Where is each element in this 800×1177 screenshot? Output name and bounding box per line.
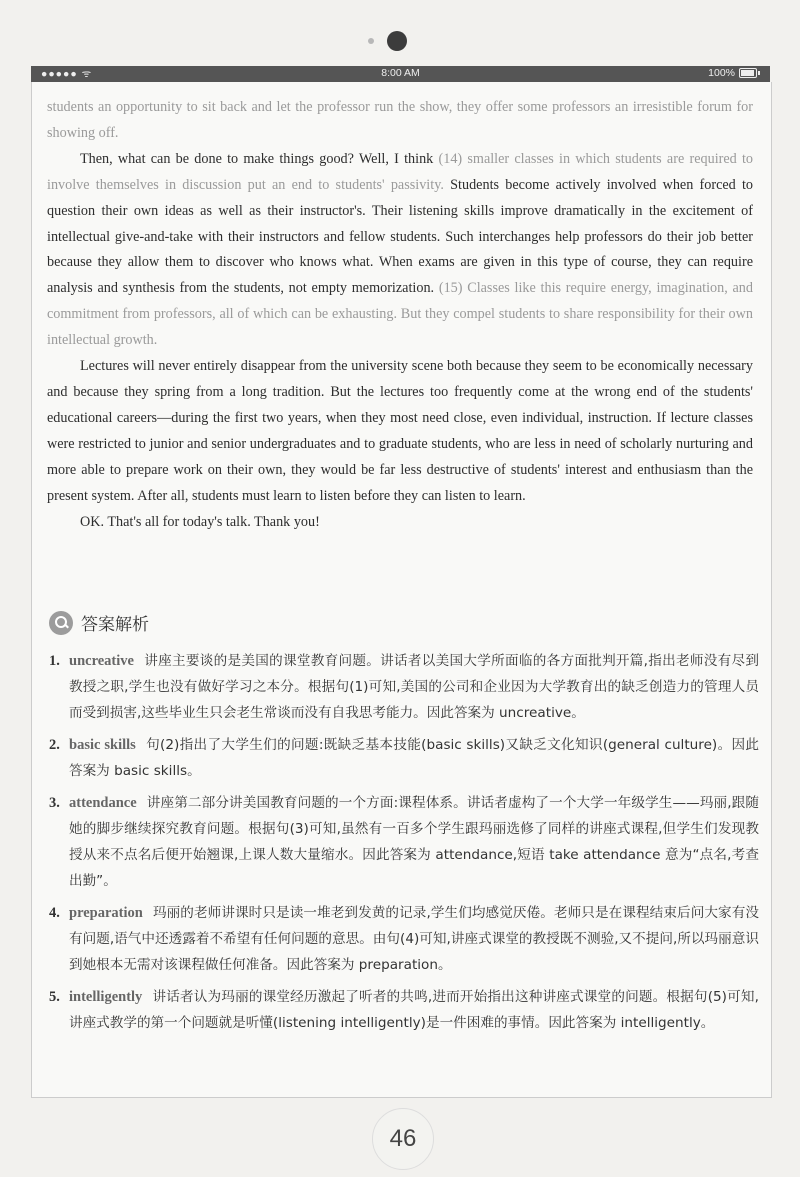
answer-list [49,648,759,1042]
battery-icon [739,68,757,78]
sentence-15: (15) Classes like this require energy, imagination, and commitment from professors, all of which can be exhausting. But they compel students to share responsibility for their own intellectual growth. [47,280,753,349]
passage [47,95,753,535]
camera-lens [387,31,407,51]
answer-explanation: 讲话者认为玛丽的课堂经历激起了听者的共鸣,进而开始指出这种讲座式课堂的问题。根据句(5)可知,讲座式教学的第一个问题就是听懂(listening intelligently)是一件困难的事情。因此答案为 intelligently。 [69,989,759,1031]
answer-keyword: preparation [69,905,143,921]
answer-keyword: basic skills [69,737,136,753]
battery-indicator [708,67,760,79]
magnifier-icon [49,611,73,635]
answer-item-3 [49,790,759,894]
sentence-14: (14) smaller classes in which students are required to involve themselves in discussion put an end to students' passivity. [47,150,754,193]
page-number: 46 [372,1108,434,1170]
reader-screen[interactable] [31,82,772,1098]
answer-section-heading [49,610,149,635]
section-title: 答案解析 [81,615,149,635]
answer-explanation: 句(2)指出了大学生们的问题:既缺乏基本技能(basic skills)又缺乏文化知识(general culture)。因此答案为 basic skills。 [69,737,759,779]
answer-number: 2. [49,737,60,753]
signal-indicator: ●●●●● ᯤ [41,68,93,80]
device-camera [0,30,800,50]
battery-percent: 100% [708,67,735,79]
passage-paragraph-3: Lectures will never entirely disappear from the university scene both because they seem to be economically necessary and because they spring from a long tradition. But the lectures too frequently come at the wrong end of the students' educational careers—during the first two years, when they most need close, even individual, instruction. If lecture classes were restricted to junior and senior undergraduates and to graduate students, who are less in need of scholarly nurturing and more able to prepare work on their own, they would be far less destructive of students' interest and enthusiasm than the present system. After all, students must learn to listen before they can listen to learn. [47,358,753,504]
answer-item-2 [49,732,759,784]
passage-closing: OK. That's all for today's talk. Thank you! [80,513,320,530]
answer-number: 3. [49,795,60,811]
status-time: 8:00 AM [381,67,420,79]
answer-number: 5. [49,989,60,1005]
passage-paragraph-2 [47,147,753,354]
answer-item-5 [49,984,759,1036]
answer-explanation: 讲座主要谈的是美国的课堂教育问题。讲话者以美国大学所面临的各方面批判开篇,指出老师没有尽到教授之职,学生也没有做好学习之本分。根据句(1)可知,美国的公司和企业因为大学教育出的缺乏创造力的管理人员而受到损害,这些毕业生只会老生常谈而没有自我思考能力。因此答案为 uncreative。 [69,653,759,721]
answer-item-4 [49,900,759,978]
answer-keyword: uncreative [69,653,134,669]
passage-paragraph-1: students an opportunity to sit back and let the professor run the show, they offer some professors an irresistible forum for showing off. [47,99,753,141]
p2-body: Students become actively involved when forced to question their own ideas as well as their instructor's. Their listening skills improve dramatically in the excitement of intellectual give-and-take with their instructors and fellow students. Such interchanges help professors do their job better because they allow them to discover who knows what. When exams are given in this type of course, they can require analysis and synthesis from the students, not empty memorization. [47,176,754,297]
answer-number: 4. [49,905,60,921]
answer-keyword: intelligently [69,989,143,1005]
answer-item-1 [49,648,759,726]
answer-keyword: attendance [69,795,137,811]
sensor-dot [368,38,374,44]
answer-number: 1. [49,653,60,669]
p2-intro: Then, what can be done to make things good? Well, I think [80,150,434,167]
answer-explanation: 玛丽的老师讲课时只是读一堆老到发黄的记录,学生们均感觉厌倦。老师只是在课程结束后问大家有没有问题,语气中还透露着不希望有任何问题的意思。由句(4)可知,讲座式课堂的教授既不测验,又不提问,所以玛丽意识到她根本无需对该课程做任何准备。因此答案为 preparation。 [69,905,759,973]
answer-explanation: 讲座第二部分讲美国教育问题的一个方面:课程体系。讲话者虚构了一个大学一年级学生——玛丽,跟随她的脚步继续探究教育问题。根据句(3)可知,虽然有一百多个学生跟玛丽选修了同样的讲座式课程,但学生们发现教授从来不点名后便开始翘课,上课人数大量缩水。因此答案为 attendance,短语 take attendance 意为“点名,考查出勤”。 [69,795,759,889]
status-bar [31,66,770,82]
